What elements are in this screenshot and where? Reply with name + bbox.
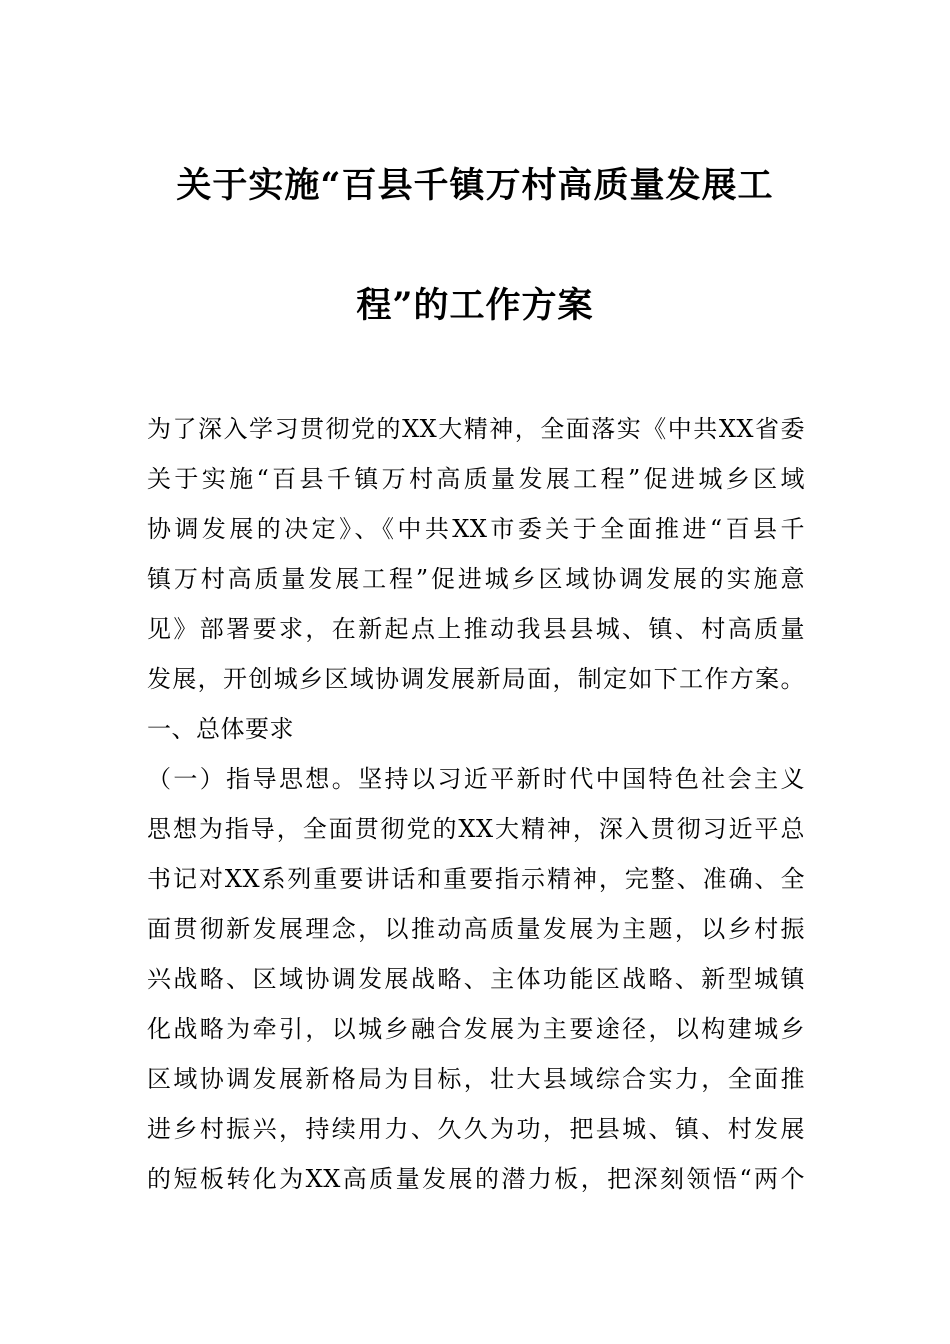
paragraph-line: 的短板转化为XX高质量发展的潜力板，把深刻领悟“两个 bbox=[147, 1165, 805, 1193]
paragraph-line: 思想为指导，全面贯彻党的XX大精神，深入贯彻习近平总 bbox=[147, 815, 805, 843]
paragraph-line: （一）指导思想。坚持以习近平新时代中国特色社会主义 bbox=[147, 765, 805, 793]
document-title-line-1: 关于实施“百县千镇万村高质量发展工 bbox=[176, 165, 774, 206]
paragraph-line: 面贯彻新发展理念，以推动高质量发展为主题，以乡村振 bbox=[147, 915, 805, 943]
paragraph-line: 书记对XX系列重要讲话和重要指示精神，完整、准确、全 bbox=[147, 865, 805, 893]
paragraph-line: 协调发展的决定》、《中共XX市委关于全面推进“百县千 bbox=[147, 515, 805, 543]
paragraph-line: 关于实施“百县千镇万村高质量发展工程”促进城乡区域 bbox=[147, 465, 805, 493]
section-heading: 一、总体要求 bbox=[147, 715, 294, 743]
paragraph-line: 镇万村高质量发展工程”促进城乡区域协调发展的实施意 bbox=[147, 565, 805, 593]
paragraph-line: 进乡村振兴，持续用力、久久为功，把县城、镇、村发展 bbox=[147, 1115, 805, 1143]
paragraph-line: 见》部署要求，在新起点上推动我县县城、镇、村高质量 bbox=[147, 615, 805, 643]
document-title-line-2: 程”的工作方案 bbox=[356, 285, 594, 326]
paragraph-line: 化战略为牵引，以城乡融合发展为主要途径，以构建城乡 bbox=[147, 1015, 805, 1043]
paragraph-line: 兴战略、区域协调发展战略、主体功能区战略、新型城镇 bbox=[147, 965, 805, 993]
paragraph-line: 区域协调发展新格局为目标，壮大县域综合实力，全面推 bbox=[147, 1065, 805, 1093]
paragraph-line: 发展，开创城乡区域协调发展新局面，制定如下工作方案。 bbox=[147, 665, 805, 693]
paragraph-line: 为了深入学习贯彻党的XX大精神，全面落实《中共XX省委 bbox=[147, 415, 805, 443]
